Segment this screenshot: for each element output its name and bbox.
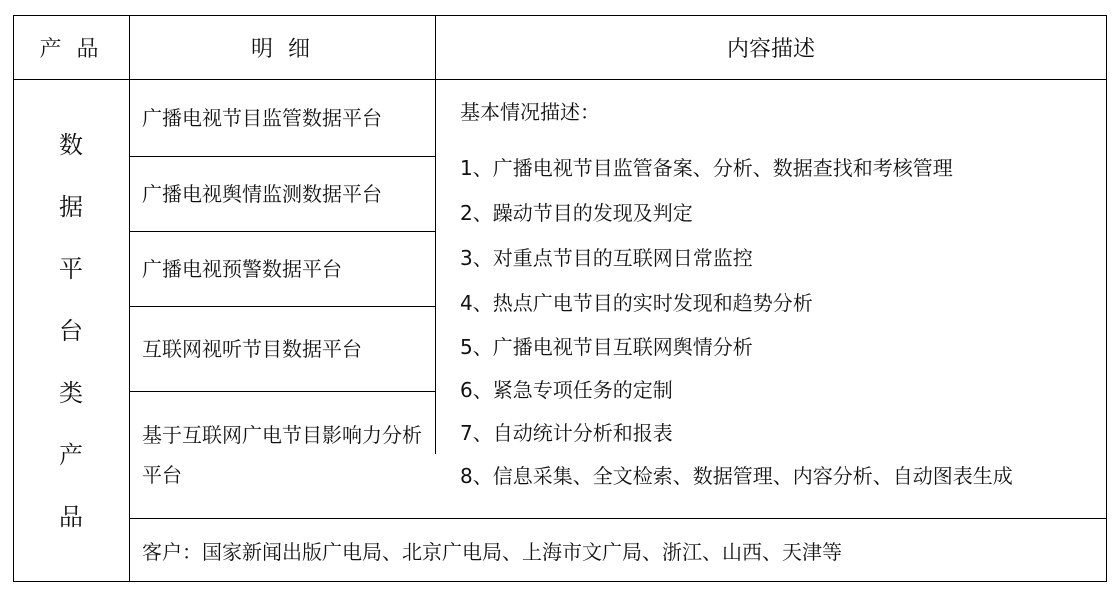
column-divider-2 <box>435 15 436 454</box>
detail-item: 广播电视舆情监测数据平台 <box>142 182 382 206</box>
customers-line: 客户：国家新闻出版广电局、北京广电局、上海市文广局、浙江、山西、天津等 <box>142 539 842 564</box>
product-name <box>13 80 129 581</box>
description-item: 3、对重点节目的互联网日常监控 <box>460 246 753 270</box>
detail-item: 广播电视预警数据平台 <box>142 257 342 281</box>
product-name-char: 平 <box>59 254 83 283</box>
description-intro: 基本情况描述： <box>460 100 600 124</box>
product-name-char: 类 <box>59 378 83 407</box>
product-name-char: 数 <box>59 130 83 159</box>
description-item: 1、广播电视节目监管备案、分析、数据查找和考核管理 <box>460 156 953 180</box>
table-border-right <box>1106 15 1107 582</box>
header-detail: 明 细 <box>251 36 314 62</box>
detail-item: 基于互联网广电节目影响力分析平台 <box>142 423 422 487</box>
detail-item: 互联网视听节目数据平台 <box>142 337 362 361</box>
detail-item: 广播电视节目监管数据平台 <box>142 106 382 130</box>
description-item: 7、自动统计分析和报表 <box>460 421 673 445</box>
product-name-char: 产 <box>59 440 83 469</box>
description-item: 6、紧急专项任务的定制 <box>460 378 673 402</box>
description-item: 4、热点广电节目的实时发现和趋势分析 <box>460 291 813 315</box>
description-item: 2、躁动节目的发现及判定 <box>460 201 693 225</box>
description-item: 8、信息采集、全文检索、数据管理、内容分析、自动图表生成 <box>460 464 1013 488</box>
table-border-bottom <box>13 581 1107 582</box>
product-name-char: 品 <box>59 502 83 531</box>
header-description: 内容描述 <box>726 36 815 62</box>
description-item: 5、广播电视节目互联网舆情分析 <box>460 335 753 359</box>
header-product: 产 品 <box>39 36 103 62</box>
product-name-char: 台 <box>59 316 83 345</box>
product-name-char: 据 <box>59 192 83 221</box>
